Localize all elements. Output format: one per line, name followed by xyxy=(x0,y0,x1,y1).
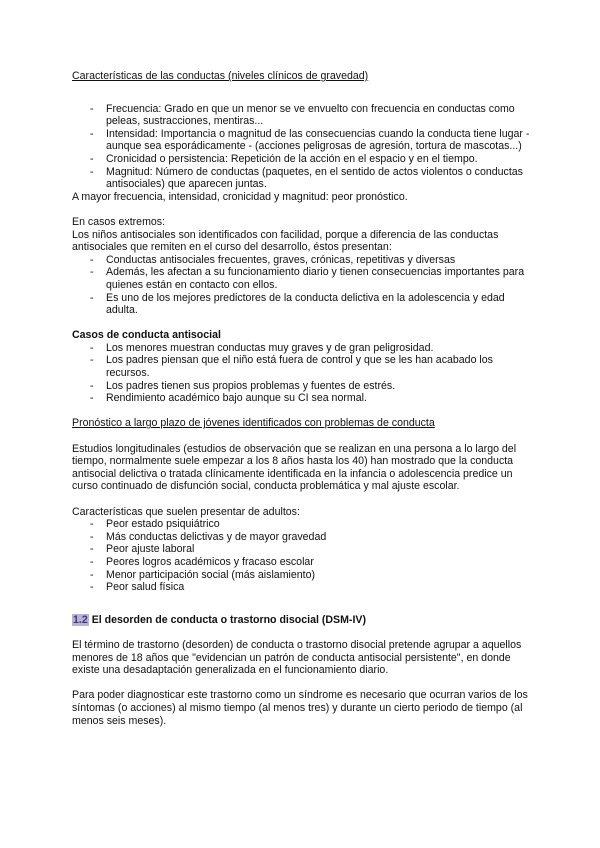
section-1-2-heading xyxy=(72,614,532,627)
extreme-cases-intro: Los niños antisociales son identificados con facilidad, porque a diferencia de las conductas antisociales que remiten en el curso del desarrollo, éstos presentan: xyxy=(72,228,499,254)
list-item: - Los menores muestran conductas muy graves y de gran peligrosidad. xyxy=(72,342,532,355)
list-item: - Intensidad: Importancia o magnitud de las consecuencias cuando la conducta tiene lugar - aunque sea esporádicamente - (acciones peligrosas de agresión, tortura de mascotas...) xyxy=(72,128,532,153)
list-item: - Peor ajuste laboral xyxy=(72,543,532,556)
prognosis-heading: Pronóstico a largo plazo de jóvenes identificados con problemas de conducta xyxy=(72,417,435,430)
list-item: - Magnitud: Número de conductas (paquetes, en el sentido de actos violentos o conductas antisociales) que aparecen juntas. xyxy=(72,166,532,191)
adult-traits-list xyxy=(72,518,532,594)
diagnosis-paragraph: Para poder diagnosticar este trastorno como un síndrome es necesario que ocurran varios de los síntomas (o acciones) al mismo tiempo (al menos tres) y durante un cierto periodo de tiempo (al menos seis meses). xyxy=(72,689,528,727)
characteristics-conclusion: A mayor frecuencia, intensidad, cronicidad y magnitud: peor pronóstico. xyxy=(72,190,408,203)
adult-traits-intro: Características que suelen presentar de adultos: xyxy=(72,505,300,518)
list-item: - Frecuencia: Grado en que un menor se ve envuelto con frecuencia en conductas como peleas, sustracciones, mentiras... xyxy=(72,103,532,128)
list-item: - Peor estado psiquiátrico xyxy=(72,518,532,531)
section-title: El desorden de conducta o trastorno disocial (DSM-IV) xyxy=(91,613,366,626)
list-item: - Los padres tienen sus propios problemas y fuentes de estrés. xyxy=(72,380,532,393)
list-item: - Peor salud física xyxy=(72,581,532,594)
list-item: - Es uno de los mejores predictores de la conducta delictiva en la adolescencia y edad adulta. xyxy=(72,292,532,317)
disorder-definition-paragraph: El término de trastorno (desorden) de conducta o trastorno disocial pretende agrupar a aquellos menores de 18 años que "evidencian un patrón de conducta antisocial persistente", en donde existe una desadaptación generalizada en el funcionamiento diario. xyxy=(72,638,522,677)
section-number: 1.2 xyxy=(73,613,88,626)
antisocial-cases-heading: Casos de conducta antisocial xyxy=(72,329,221,342)
list-item: - Conductas antisociales frecuentes, graves, crónicas, repetitivas y diversas xyxy=(72,254,532,267)
list-item: - Peores logros académicos y fracaso escolar xyxy=(72,556,532,569)
extreme-cases-title: En casos extremos: xyxy=(72,215,166,228)
section-heading-characteristics: Características de las conductas (niveles clínicos de gravedad) xyxy=(72,70,369,82)
list-item: - Rendimiento académico bajo aunque su CI sea normal. xyxy=(72,392,532,405)
antisocial-cases-list xyxy=(72,342,532,405)
list-item: - Los padres piensan que el niño está fuera de control y que se les han acabado los recursos. xyxy=(72,354,532,379)
list-item: - Menor participación social (más aislamiento) xyxy=(72,569,532,582)
list-item: - Cronicidad o persistencia: Repetición de la acción en el espacio y en el tiempo. xyxy=(72,153,532,166)
characteristics-list xyxy=(72,103,532,191)
document-page xyxy=(72,70,532,727)
prognosis-body: Estudios longitudinales (estudios de observación que se realizan en una persona a lo largo del tiempo, normalmente suele empezar a los 8 años hasta los 40) han mostrado que la conducta antisocial delictiva o tratada clínicamente identificada en la infancia o adolescencia predice un curso continuado de disfunción social, conducta problemática y mal ajuste escolar. xyxy=(72,442,517,493)
list-item: - Además, les afectan a su funcionamiento diario y tienen consecuencias importantes para quienes están en contacto con ellos. xyxy=(72,266,532,291)
extreme-cases-list xyxy=(72,254,532,317)
list-item: - Más conductas delictivas y de mayor gravedad xyxy=(72,531,532,544)
